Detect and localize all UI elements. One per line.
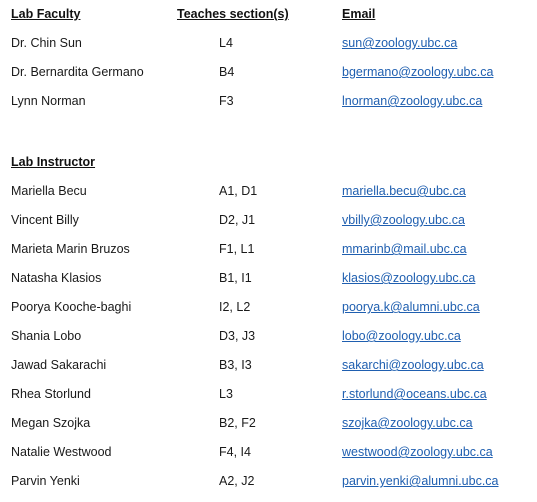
instructor-email-link[interactable]: szojka@zoology.ubc.ca (342, 416, 473, 430)
instructor-sections: I2, L2 (219, 300, 251, 314)
instructor-name: Mariella Becu (11, 184, 87, 198)
instructor-name: Natasha Klasios (11, 271, 102, 285)
instructor-email-link[interactable]: klasios@zoology.ubc.ca (342, 271, 476, 285)
instructor-row (0, 182, 537, 200)
instructor-sections: F4, I4 (219, 445, 251, 459)
faculty-sections: L4 (219, 36, 233, 50)
instructor-sections: D2, J1 (219, 213, 256, 227)
faculty-name: Dr. Bernardita Germano (11, 65, 144, 79)
faculty-email-link[interactable]: bgermano@zoology.ubc.ca (342, 65, 494, 79)
instructor-name: Marieta Marin Bruzos (11, 242, 130, 256)
instructor-email-link[interactable]: r.storlund@oceans.ubc.ca (342, 387, 487, 401)
instructor-row (0, 414, 537, 432)
instructor-sections: D3, J3 (219, 329, 256, 343)
faculty-email-link[interactable]: lnorman@zoology.ubc.ca (342, 94, 483, 108)
instructor-row (0, 298, 537, 316)
instructor-sections: B3, I3 (219, 358, 252, 372)
instructor-email-link[interactable]: poorya.k@alumni.ubc.ca (342, 300, 480, 314)
faculty-email-link[interactable]: sun@zoology.ubc.ca (342, 36, 458, 50)
faculty-sections: B4 (219, 65, 235, 79)
faculty-row (0, 92, 537, 110)
instructor-row (0, 240, 537, 258)
instructor-row (0, 356, 537, 374)
instructor-name: Poorya Kooche-baghi (11, 300, 132, 314)
instructor-email-link[interactable]: sakarchi@zoology.ubc.ca (342, 358, 484, 372)
instructor-row (0, 269, 537, 287)
instructor-header: Lab Instructor (11, 155, 96, 169)
email-header: Email (342, 7, 376, 21)
faculty-name: Dr. Chin Sun (11, 36, 82, 50)
instructor-name: Megan Szojka (11, 416, 91, 430)
instructor-sections: F1, L1 (219, 242, 255, 256)
instructor-email-link[interactable]: lobo@zoology.ubc.ca (342, 329, 461, 343)
instructor-email-link[interactable]: mmarinb@mail.ubc.ca (342, 242, 467, 256)
sections-header: Teaches section(s) (177, 7, 289, 21)
instructor-row (0, 385, 537, 403)
instructor-sections: L3 (219, 387, 233, 401)
instructor-row (0, 443, 537, 461)
instructor-row (0, 472, 537, 490)
faculty-name-header: Lab Faculty (11, 7, 81, 21)
faculty-name: Lynn Norman (11, 94, 86, 108)
instructor-row (0, 211, 537, 229)
instructor-name: Jawad Sakarachi (11, 358, 107, 372)
instructor-sections: B1, I1 (219, 271, 252, 285)
instructor-email-link[interactable]: westwood@zoology.ubc.ca (342, 445, 493, 459)
instructor-sections: A2, J2 (219, 474, 255, 488)
instructor-email-link[interactable]: mariella.becu@ubc.ca (342, 184, 466, 198)
instructor-email-link[interactable]: vbilly@zoology.ubc.ca (342, 213, 465, 227)
instructor-name: Rhea Storlund (11, 387, 91, 401)
faculty-header-row (0, 5, 537, 23)
instructor-email-link[interactable]: parvin.yenki@alumni.ubc.ca (342, 474, 499, 488)
faculty-row (0, 34, 537, 52)
faculty-row (0, 63, 537, 81)
instructor-row (0, 327, 537, 345)
instructor-header-row (0, 153, 537, 171)
instructor-sections: B2, F2 (219, 416, 256, 430)
instructor-name: Natalie Westwood (11, 445, 112, 459)
instructor-sections: A1, D1 (219, 184, 258, 198)
faculty-sections: F3 (219, 94, 234, 108)
instructor-name: Vincent Billy (11, 213, 79, 227)
instructor-name: Parvin Yenki (11, 474, 80, 488)
instructor-name: Shania Lobo (11, 329, 82, 343)
